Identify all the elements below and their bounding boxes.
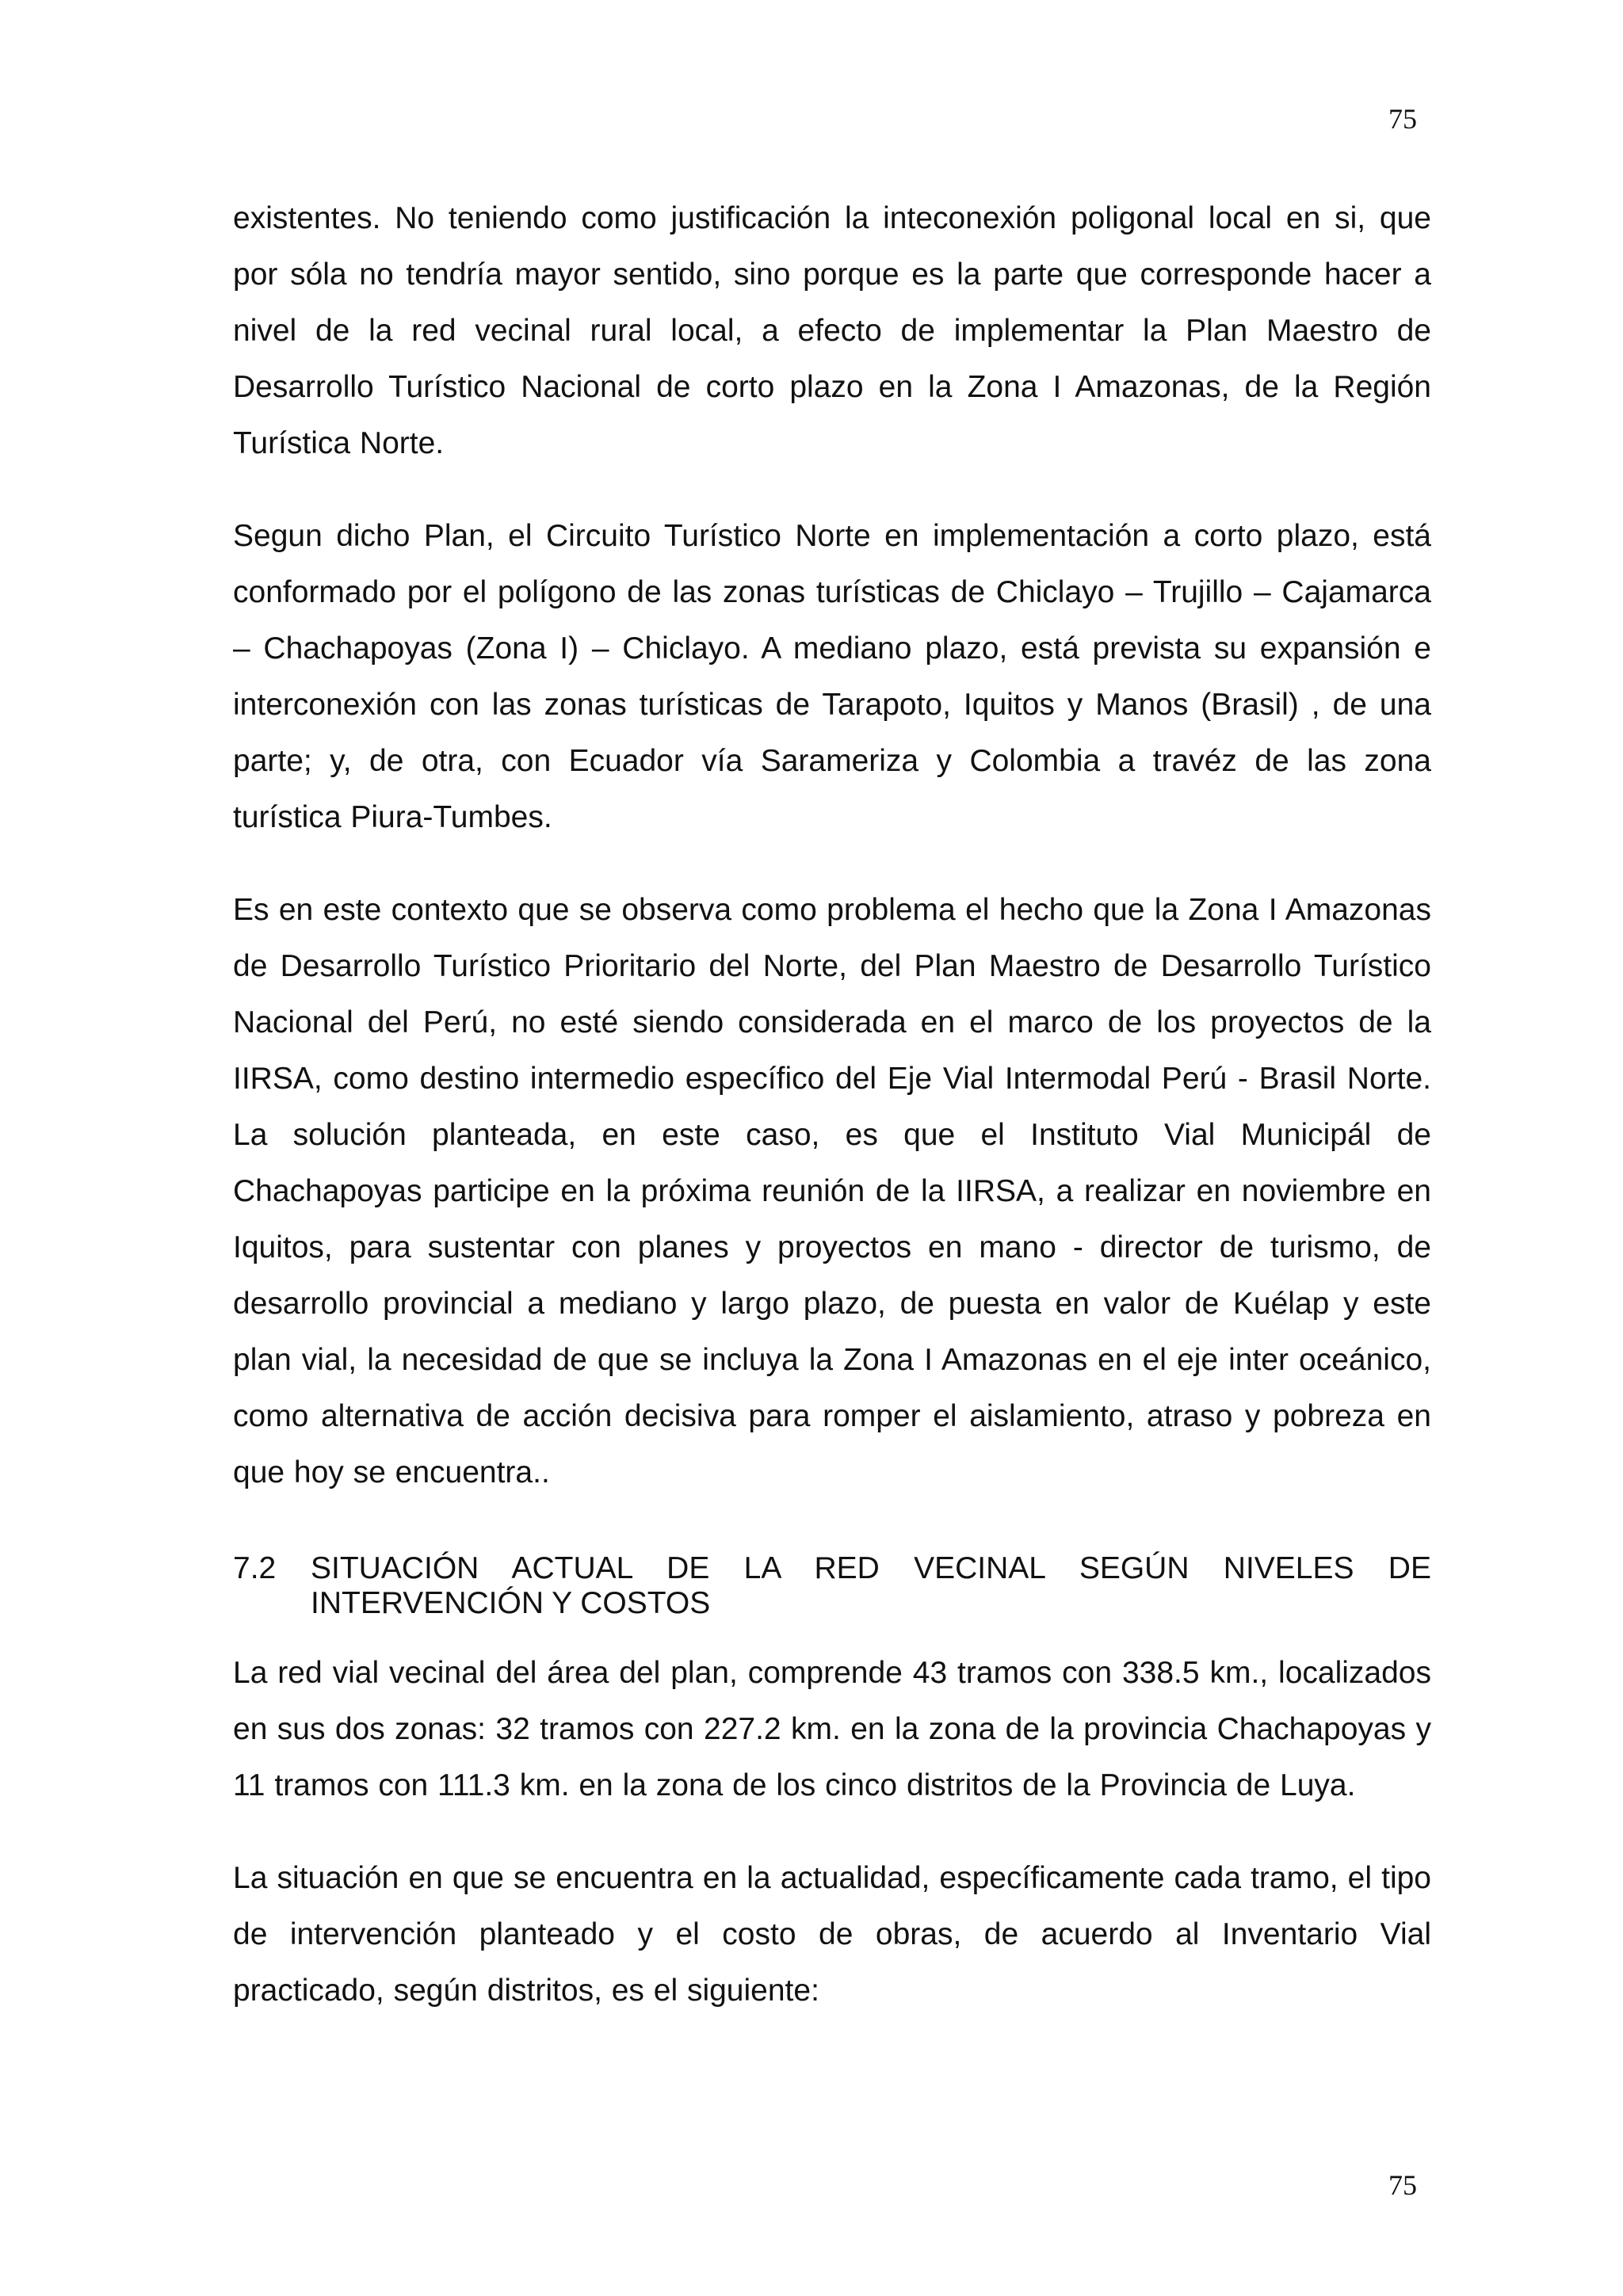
- section-title: [311, 1551, 1431, 1621]
- paragraph-circuito-turistico: Segun dicho Plan, el Circuito Turístico Norte en implementación a corto plazo, está conformado por el polígono de las zonas turísticas de Chiclayo – Trujillo – Cajamarca – Chachapoyas (Zona I) – Chiclayo. A mediano plazo, está prevista su expansión e interconexión con las zonas turísticas de Tarapoto, Iquitos y Manos (Brasil) , de una parte; y, de otra, con Ecuador vía Sarameriza y Colombia a travéz de las zona turística Piura-Tumbes.: [233, 519, 1431, 834]
- section-title-line-1: SITUACIÓN ACTUAL DE LA RED VECINAL SEGÚN NIVELES DE: [311, 1551, 1431, 1585]
- document-body: [233, 190, 1431, 2019]
- page-number-bottom: 75: [1388, 2169, 1417, 2201]
- paragraph-contexto-problema: Es en este contexto que se observa como problema el hecho que la Zona I Amazonas de Desarrollo Turístico Prioritario del Norte, del Plan Maestro de Desarrollo Turístico Nacional del Perú, no esté siendo considerada en el marco de los proyectos de la IIRSA, como destino intermedio específico del Eje Vial Intermodal Perú - Brasil Norte. La solución planteada, en este caso, es que el Instituto Vial Municipál de Chachapoyas participe en la próxima reunión de la IIRSA, a realizar en noviembre en Iquitos, para sustentar con planes y proyectos en mano - director de turismo, de desarrollo provincial a mediano y largo plazo, de puesta en valor de Kuélap y este plan vial, la necesidad de que se incluya la Zona I Amazonas en el eje inter oceánico, como alternativa de acción decisiva para romper el aislamiento, atraso y pobreza en que hoy se encuentra..: [233, 893, 1431, 1489]
- section-number: 7.2: [233, 1551, 277, 1585]
- paragraph-situacion: La situación en que se encuentra en la actualidad, específicamente cada tramo, el tipo de intervención planteado y el costo de obras, de acuerdo al Inventario Vial practicado, según distritos, es el siguiente:: [233, 1861, 1431, 2008]
- page-number-top: 75: [1388, 103, 1417, 135]
- paragraph-red-vial: La red vial vecinal del área del plan, comprende 43 tramos con 338.5 km., localizados en sus dos zonas: 32 tramos con 227.2 km. en la zona de la provincia Chachapoyas y 11 tramos con 111.3 km. en la zona de los cinco distritos de la Provincia de Luya.: [233, 1656, 1431, 1802]
- paragraph-existentes: existentes. No teniendo como justificación la inteconexión poligonal local en si, que por sóla no tendría mayor sentido, sino porque es la parte que corresponde hacer a nivel de la red vecinal rural local, a efecto de implementar la Plan Maestro de Desarrollo Turístico Nacional de corto plazo en la Zona I Amazonas, de la Región Turística Norte.: [233, 201, 1431, 460]
- section-heading: [233, 1551, 1431, 1621]
- section-title-line-2: INTERVENCIÓN Y COSTOS: [311, 1586, 711, 1620]
